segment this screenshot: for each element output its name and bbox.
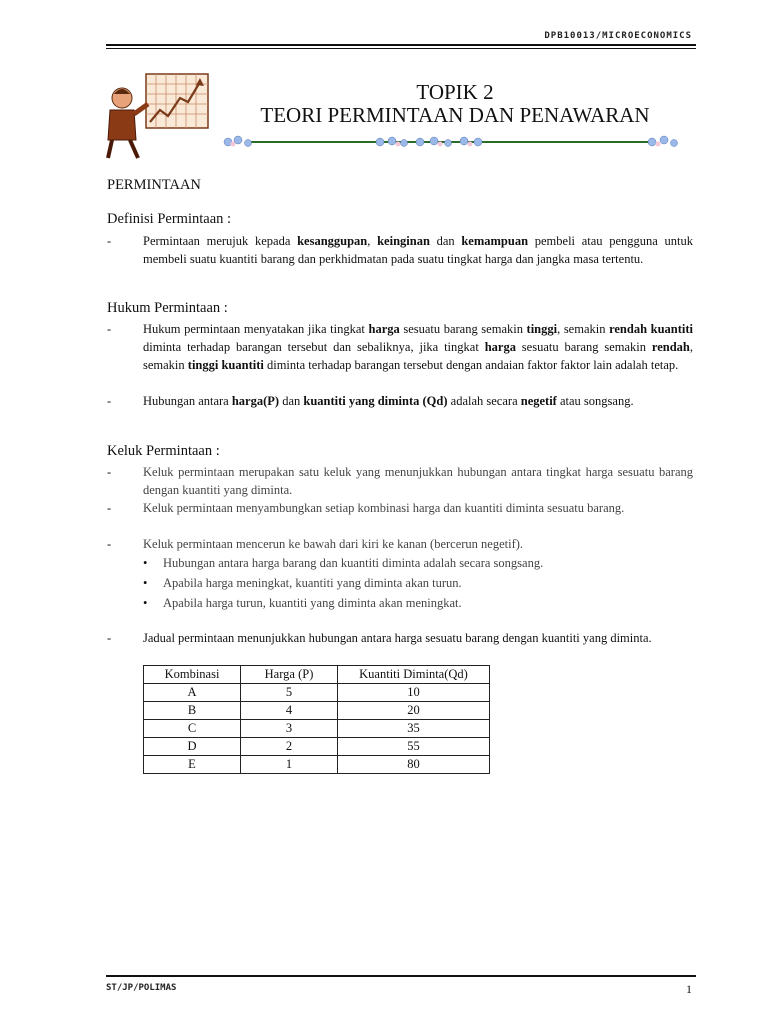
table-cell: 1 [241,756,338,774]
text-run: , semakin [557,322,610,336]
keluk-heading: Keluk Permintaan : [107,443,220,459]
table-cell: B [144,702,241,720]
footer-rule [106,975,696,977]
table-row [144,756,490,774]
table-row [144,720,490,738]
text-run: adalah secara [447,394,521,408]
table-cell: A [144,684,241,702]
bold-term: harga [484,340,516,354]
keluk-paragraph-3: Keluk permintaan mencerun ke bawah dari kiri ke kanan (bercerun negetif). [143,537,524,551]
dash-marker: - [107,631,112,645]
keluk-paragraph-2: Keluk permintaan menyambungkan setiap kombinasi harga dan kuantiti diminta sesuatu barang. [143,501,625,515]
table-cell: 55 [338,738,490,756]
bold-term: tinggi kuantiti [187,358,264,372]
definisi-heading: Definisi Permintaan : [107,211,232,227]
demand-schedule-table [143,665,490,774]
dash-marker: - [107,501,112,515]
table-cell: 35 [338,720,490,738]
presenter-chart-illustration [100,70,212,160]
dash-marker: - [107,322,112,336]
header-course-code: DPB10013/MICROECONOMICS [544,31,692,41]
section-heading: PERMINTAAN [107,177,201,193]
header-rule [106,44,696,46]
table-cell: 80 [338,756,490,774]
table-cell: 20 [338,702,490,720]
table-cell: 2 [241,738,338,756]
text-run: sesuatu barang semakin [399,322,527,336]
header-rule-thin [106,48,696,49]
table-cell: 4 [241,702,338,720]
text-run: Hubungan antara [143,394,232,408]
table-cell: 3 [241,720,338,738]
table-cell: E [144,756,241,774]
bold-term: negetif [520,394,557,408]
dash-marker: - [107,537,112,551]
column-header: Kombinasi [144,666,241,684]
text-run: Hukum permintaan menyatakan jika tingkat [143,322,369,336]
floral-divider [220,134,680,150]
page-title: TEORI PERMINTAAN DAN PENAWARAN [260,103,650,127]
column-header: Kuantiti Diminta(Qd) [338,666,490,684]
topic-number: TOPIK 2 [416,80,494,104]
table-cell: 5 [241,684,338,702]
column-header: Harga (P) [241,666,338,684]
hukum-paragraph-2 [143,392,693,410]
hukum-heading: Hukum Permintaan : [107,300,228,316]
definisi-paragraph: Permintaan merujuk kepada kesanggupan, keinginan dan kemampuan pembeli atau pengguna untuk membeli suatu kuantiti barang dan perkhidmatan pada suatu tingkat harga dan jangka masa tertentu. [143,234,693,266]
text-run: dan [279,394,304,408]
hukum-paragraph-1 [143,320,693,374]
table-row [144,702,490,720]
bold-term: harga [368,322,400,336]
text-run: diminta terhadap barangan tersebut dan sebaliknya, jika tingkat [143,340,485,354]
text-run: diminta terhadap barangan tersebut dengan andaian faktor faktor lain adalah tetap. [263,358,679,372]
bold-term: harga(P) [231,394,280,408]
bold-term: rendah [651,340,690,354]
bold-term: kuantiti yang diminta (Qd) [303,394,448,408]
keluk-bullet-2: • Apabila harga meningkat, kuantiti yang diminta akan turun. [143,576,462,590]
keluk-paragraph-1: Keluk permintaan merupakan satu keluk yang menunjukkan hubungan antara tingkat harga sesuatu barang dengan kuantiti yang diminta. [143,465,693,497]
table-row [144,738,490,756]
dash-marker: - [107,465,112,479]
bold-term: rendah kuantiti [609,322,693,336]
table-cell: 10 [338,684,490,702]
keluk-bullet-1: • Hubungan antara harga barang dan kuantiti diminta adalah secara songsang. [143,556,544,570]
jadual-paragraph: Jadual permintaan menunjukkan hubungan antara harga sesuatu barang dengan kuantiti yang diminta. [143,631,652,645]
keluk-bullet-3: • Apabila harga turun, kuantiti yang diminta akan meningkat. [143,596,462,610]
text-run: sesuatu barang semakin [515,340,652,354]
dash-marker: - [107,234,112,248]
table-header-row [144,666,490,684]
text-run: , semakin [143,340,694,372]
footer-code: ST/JP/POLIMAS [106,983,177,993]
page-number: 1 [686,982,692,996]
bold-term: tinggi [526,322,558,336]
table-cell: D [144,738,241,756]
table-row [144,684,490,702]
text-run: atau songsang. [556,394,634,408]
dash-marker: - [107,394,112,408]
table-cell: C [144,720,241,738]
